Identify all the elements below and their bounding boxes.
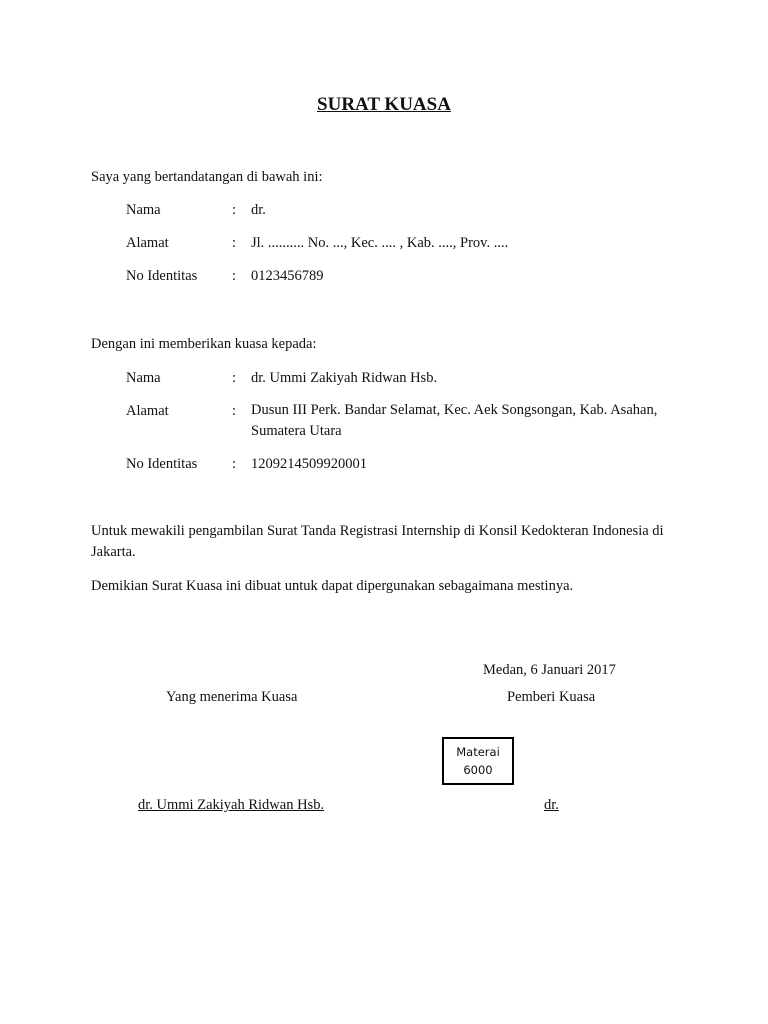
penerima-id-label: No Identitas bbox=[126, 456, 198, 472]
receiver-role: Yang menerima Kuasa bbox=[166, 689, 298, 705]
pemberi-alamat-value: Jl. .......... No. ..., Kec. .... , Kab. ...., Prov. .... bbox=[251, 235, 509, 251]
colon: : bbox=[232, 403, 237, 419]
stamp-line-1: Materai bbox=[456, 745, 500, 759]
pemberi-alamat-label: Alamat bbox=[126, 235, 169, 251]
penerima-alamat-label: Alamat bbox=[126, 403, 169, 419]
kuasa-intro-text: Dengan ini memberikan kuasa kepada: bbox=[91, 336, 317, 352]
penerima-nama-value: dr. Ummi Zakiyah Ridwan Hsb. bbox=[251, 370, 438, 386]
stamp-line-2: 6000 bbox=[463, 763, 493, 777]
colon: : bbox=[232, 235, 237, 251]
place-date: Medan, 6 Januari 2017 bbox=[483, 662, 616, 678]
purpose-text: Untuk mewakili pengambilan Surat Tanda Registrasi Internship di Konsil Kedokteran Indonesia di Jakarta. bbox=[91, 523, 664, 560]
receiver-signature-name: dr. Ummi Zakiyah Ridwan Hsb. bbox=[138, 797, 325, 813]
pemberi-nama-value: dr. bbox=[251, 202, 266, 218]
document-title: SURAT KUASA bbox=[317, 94, 451, 115]
intro-text: Saya yang bertandatangan di bawah ini: bbox=[91, 169, 323, 185]
colon: : bbox=[232, 268, 237, 284]
giver-signature-name: dr. bbox=[544, 797, 559, 813]
penerima-id-value: 1209214509920001 bbox=[251, 456, 367, 472]
pemberi-nama-label: Nama bbox=[126, 202, 161, 218]
penerima-alamat-value: Dusun III Perk. Bandar Selamat, Kec. Aek Songsongan, Kab. Asahan, Sumatera Utara bbox=[251, 402, 658, 439]
closing-text: Demikian Surat Kuasa ini dibuat untuk dapat dipergunakan sebagaimana mestinya. bbox=[91, 578, 574, 594]
colon: : bbox=[232, 202, 237, 218]
materai-stamp bbox=[442, 737, 514, 785]
pemberi-id-value: 0123456789 bbox=[251, 268, 324, 284]
colon: : bbox=[232, 456, 237, 472]
colon: : bbox=[232, 370, 237, 386]
penerima-nama-label: Nama bbox=[126, 370, 161, 386]
giver-role: Pemberi Kuasa bbox=[507, 689, 596, 705]
pemberi-id-label: No Identitas bbox=[126, 268, 198, 284]
